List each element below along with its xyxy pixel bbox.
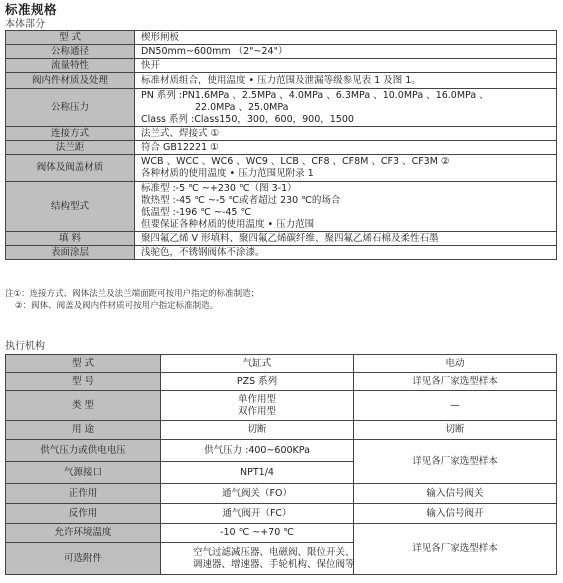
cell-pneumatic: 切断 [161, 421, 354, 440]
row-value [135, 89, 557, 127]
cell-electric-merged: 详见各厂家选型样本 [354, 524, 557, 575]
row-value [135, 31, 557, 45]
cell-pneumatic [161, 391, 354, 421]
table-row [6, 246, 557, 260]
row-value [135, 141, 557, 155]
row-value [135, 246, 557, 260]
cell-line: 快开 [141, 59, 161, 71]
actuator-section-label: 执行机构 [5, 341, 45, 352]
table-row [6, 421, 557, 440]
cell-line: 但要保证各种材质的使用温度 • 压力范围 [141, 218, 315, 230]
cell-line: 符合 GB12221 ① [141, 141, 219, 153]
cell-pneumatic: 供气压力 :400~600KPa [161, 440, 354, 462]
cell-line: 标准型 :-5 ℃ ~+230 ℃（图 3-1） [141, 182, 297, 194]
table-row [6, 31, 557, 45]
row-value [135, 127, 557, 141]
section-title: 标准规格 [5, 2, 58, 17]
cell-electric: — [354, 391, 557, 421]
row-value [135, 155, 557, 182]
cell-line: 标准材质组合，使用温度 • 压力范围及泄漏等级参见表 1 及图 1。 [141, 74, 421, 86]
row-key: 阀内件材质及处理 [6, 73, 135, 89]
cell-line: 法兰式、焊接式 ① [141, 127, 220, 139]
actuator-spec-table [5, 354, 557, 575]
table-row [6, 89, 557, 127]
row-key: 气源接口 [6, 462, 161, 484]
note-1: 注①：连接方式、阀体法兰及法兰端面距可按用户指定的标准制造； [5, 289, 260, 299]
cell-line: WCB 、WCC 、WC6 、WC9 、LCB 、CF8 、CF8M 、CF3 、CF3M ② [141, 156, 450, 167]
cell-line: 低温型 :-196 ℃ ~-45 ℃ [141, 206, 252, 218]
cell-pneumatic: 通气阀开（FC） [161, 504, 354, 524]
row-key: 公称通径 [6, 45, 135, 59]
cell-line: 双作用型 [237, 405, 276, 417]
cell-electric: 电动 [354, 355, 557, 373]
body-section-label: 本体部分 [5, 19, 45, 30]
row-value [135, 59, 557, 73]
row-key: 连接方式 [6, 127, 135, 141]
row-key: 可选附件 [6, 543, 161, 575]
row-value [135, 45, 557, 59]
table-row [6, 127, 557, 141]
table-row [6, 45, 557, 59]
cell-line: 单作用型 [237, 393, 276, 405]
cell-line: 散热型 :-45 ℃ ~-5 ℃或者超过 230 ℃的场合 [141, 194, 341, 206]
cell-line: Class 系列 :Class150，300，600，900，1500 [141, 113, 354, 125]
row-key: 反作用 [6, 504, 161, 524]
row-value [135, 232, 557, 246]
row-key: 流量特性 [6, 59, 135, 73]
row-key: 填 料 [6, 232, 135, 246]
cell-line: 调速器、增速器、手轮机构、保位阀等 [193, 558, 355, 570]
row-key: 型 式 [6, 31, 135, 45]
cell-line: 各种材质的使用温度 • 压力范围见附录 1 [141, 168, 314, 179]
cell-pneumatic: 通气阀关（FO） [161, 484, 354, 504]
table-row [6, 73, 557, 89]
cell-electric-merged: 详见各厂家选型样本 [354, 440, 557, 484]
cell-line: 浅驼色，不锈钢阀体不涂漆。 [141, 246, 265, 258]
table-row [6, 59, 557, 73]
cell-pneumatic: -10 ℃ ~+70 ℃ [161, 524, 354, 543]
cell-electric: 输入信号阀关 [354, 484, 557, 504]
cell-electric: 切断 [354, 421, 557, 440]
cell-line: 聚四氟乙烯 V 形填料、聚四氟乙烯碳纤维、聚四氟乙烯石棉及柔性石墨 [141, 232, 439, 244]
table-row [6, 440, 557, 462]
row-key: 阀体及阀盖材质 [6, 155, 135, 182]
row-key: 法兰距 [6, 141, 135, 155]
row-key: 供气压力或供电电压 [6, 440, 161, 462]
cell-line: 22.0MPa 、25.0MPa [195, 101, 289, 113]
cell-line: PN 系列 :PN1.6MPa 、2.5MPa 、4.0MPa 、6.3MPa 、10.0MPa 、16.0MPa 、 [141, 89, 489, 101]
table-row [6, 391, 557, 421]
row-key: 表面涂层 [6, 246, 135, 260]
table-row [6, 232, 557, 246]
row-value [135, 182, 557, 232]
cell-electric: 详见各厂家选型样本 [354, 373, 557, 391]
cell-pneumatic: 气缸式 [161, 355, 354, 373]
table-row [6, 504, 557, 524]
row-key: 公称压力 [6, 89, 135, 127]
row-key: 正作用 [6, 484, 161, 504]
note-2: ②：阀体、阀盖及阀内件材质可按用户指定标准制造。 [15, 301, 219, 311]
table-row [6, 373, 557, 391]
cell-pneumatic: NPT1/4 [161, 462, 354, 484]
cell-line: DN50mm~600mm （2"~24"） [141, 45, 288, 57]
cell-pneumatic [161, 543, 354, 575]
row-key: 型 式 [6, 355, 161, 373]
table-row [6, 141, 557, 155]
body-spec-table [5, 30, 557, 260]
notes [5, 288, 259, 312]
cell-line: 楔形闸板 [141, 31, 180, 43]
table-row [6, 484, 557, 504]
table-row [6, 355, 557, 373]
table-row [6, 155, 557, 182]
row-key: 型 号 [6, 373, 161, 391]
table-row [6, 182, 557, 232]
row-key: 结构型式 [6, 182, 135, 232]
cell-electric: 输入信号阀开 [354, 504, 557, 524]
row-key: 类 型 [6, 391, 161, 421]
table-row [6, 524, 557, 543]
cell-line: 空气过滤减压器、电磁阀、限位开关、 [193, 546, 355, 558]
row-key: 允许环境温度 [6, 524, 161, 543]
row-value [135, 73, 557, 89]
row-key: 用 途 [6, 421, 161, 440]
cell-pneumatic: PZS 系列 [161, 373, 354, 391]
